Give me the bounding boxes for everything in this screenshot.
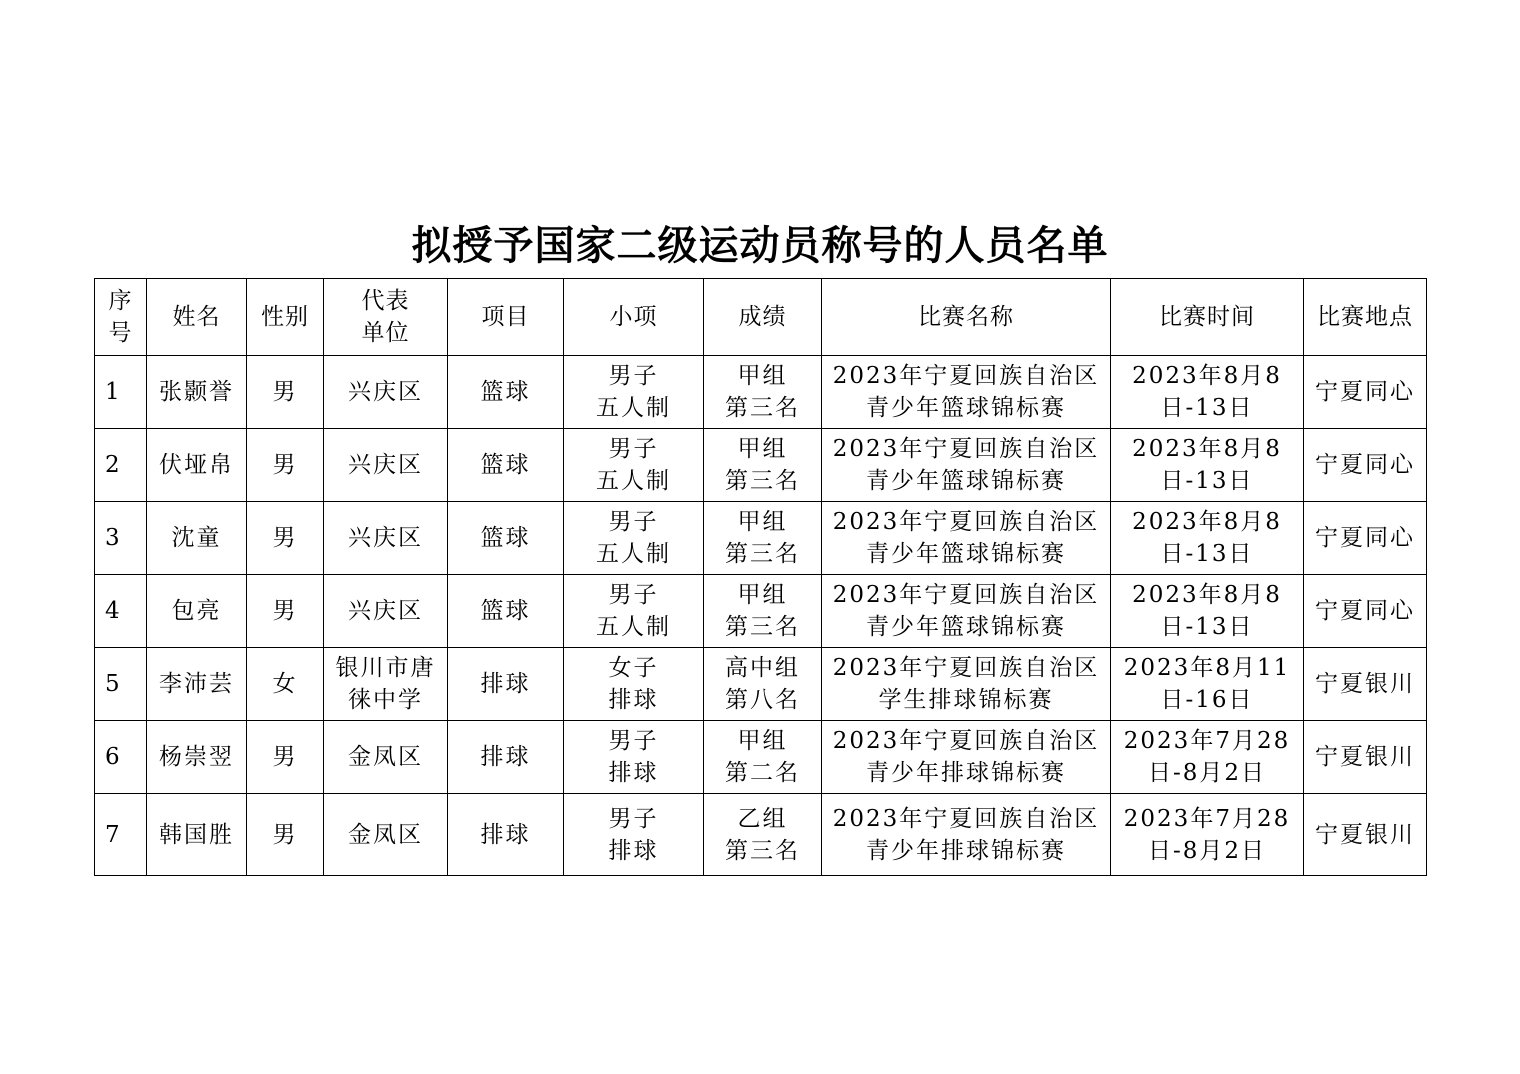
- cell-date: [1111, 575, 1304, 648]
- cell-gender: 男: [247, 575, 324, 648]
- cell-competition: [822, 356, 1111, 429]
- cell-competition: [822, 794, 1111, 876]
- cell-event-line: 五人制: [596, 614, 671, 640]
- header-index-line: 号: [108, 320, 133, 346]
- cell-event: [564, 648, 704, 721]
- roster-body: [95, 356, 1427, 876]
- cell-date-line: 日-13日: [1160, 395, 1254, 421]
- cell-result-line: 第三名: [725, 614, 800, 640]
- cell-sport: 篮球: [448, 429, 564, 502]
- cell-result: [704, 721, 822, 794]
- cell-date-line: 日-13日: [1160, 468, 1254, 494]
- cell-date: [1111, 721, 1304, 794]
- cell-competition: [822, 502, 1111, 575]
- table-row: [95, 356, 1427, 429]
- cell-index: 4: [95, 575, 147, 648]
- cell-unit: [324, 429, 448, 502]
- cell-result: [704, 429, 822, 502]
- cell-event-line: 男子: [608, 582, 659, 608]
- cell-gender: 男: [247, 356, 324, 429]
- cell-sport: 篮球: [448, 502, 564, 575]
- cell-unit: [324, 502, 448, 575]
- table-row: [95, 575, 1427, 648]
- cell-competition-line: 青少年排球锦标赛: [866, 837, 1066, 864]
- cell-name: 张颢誉: [147, 356, 247, 429]
- cell-unit: [324, 648, 448, 721]
- cell-event-line: 男子: [608, 436, 659, 462]
- cell-date: [1111, 356, 1304, 429]
- athlete-roster-table: [94, 278, 1427, 876]
- table-row: [95, 721, 1427, 794]
- cell-event-line: 五人制: [596, 395, 671, 421]
- cell-gender: 男: [247, 794, 324, 876]
- cell-competition-line: 2023年宁夏回族自治区: [832, 509, 1100, 535]
- cell-event: [564, 502, 704, 575]
- cell-competition-line: 学生排球锦标赛: [878, 687, 1054, 713]
- cell-event: [564, 356, 704, 429]
- cell-date-line: 2023年8月11: [1123, 655, 1291, 681]
- cell-date-line: 2023年8月8: [1132, 363, 1282, 389]
- cell-unit: [324, 794, 448, 876]
- cell-date: [1111, 429, 1304, 502]
- cell-competition: [822, 429, 1111, 502]
- cell-sport: 排球: [448, 721, 564, 794]
- cell-event-line: 男子: [608, 728, 659, 754]
- cell-event-line: 男子: [608, 805, 659, 832]
- cell-competition: [822, 721, 1111, 794]
- cell-unit: [324, 721, 448, 794]
- cell-sport: 篮球: [448, 575, 564, 648]
- header-name: 姓名: [147, 279, 247, 356]
- cell-result-line: 第三名: [725, 837, 800, 864]
- cell-sport: 篮球: [448, 356, 564, 429]
- cell-index: 7: [95, 794, 147, 876]
- cell-result-line: 甲组: [737, 728, 788, 754]
- cell-index: 6: [95, 721, 147, 794]
- cell-competition-line: 2023年宁夏回族自治区: [832, 363, 1100, 389]
- cell-result-line: 甲组: [737, 509, 788, 535]
- cell-event-line: 排球: [608, 760, 659, 786]
- cell-unit-line: 徕中学: [348, 687, 423, 713]
- cell-result: [704, 356, 822, 429]
- cell-competition: [822, 575, 1111, 648]
- cell-competition-line: 2023年宁夏回族自治区: [832, 436, 1100, 462]
- cell-unit-line: 银川市唐: [335, 655, 436, 681]
- cell-unit-line: 金凤区: [348, 744, 423, 770]
- table-row: [95, 429, 1427, 502]
- cell-sport: 排球: [448, 648, 564, 721]
- cell-date-line: 2023年7月28: [1123, 805, 1291, 832]
- cell-event-line: 五人制: [596, 541, 671, 567]
- cell-date-line: 2023年8月8: [1132, 509, 1282, 535]
- cell-date: [1111, 648, 1304, 721]
- cell-date-line: 2023年8月8: [1132, 582, 1282, 608]
- cell-result-line: 第八名: [725, 687, 800, 713]
- cell-date-line: 2023年8月8: [1132, 436, 1282, 462]
- cell-result: [704, 794, 822, 876]
- header-unit-line: 单位: [361, 320, 410, 346]
- cell-result-line: 高中组: [725, 655, 800, 681]
- cell-gender: 男: [247, 429, 324, 502]
- cell-date: [1111, 794, 1304, 876]
- cell-competition-line: 2023年宁夏回族自治区: [832, 655, 1100, 681]
- cell-date-line: 日-13日: [1160, 614, 1254, 640]
- header-index-line: 序: [108, 288, 133, 314]
- cell-result: [704, 575, 822, 648]
- cell-result-line: 甲组: [737, 363, 788, 389]
- table-row: [95, 648, 1427, 721]
- cell-competition-line: 青少年篮球锦标赛: [866, 614, 1066, 640]
- header-unit: [324, 279, 448, 356]
- cell-event-line: 五人制: [596, 468, 671, 494]
- cell-event-line: 女子: [608, 655, 659, 681]
- cell-gender: 女: [247, 648, 324, 721]
- cell-date-line: 日-16日: [1160, 687, 1254, 713]
- cell-venue: 宁夏银川: [1304, 648, 1427, 721]
- cell-name: 包亮: [147, 575, 247, 648]
- cell-unit: [324, 575, 448, 648]
- cell-index: 3: [95, 502, 147, 575]
- document-title: 拟授予国家二级运动员称号的人员名单: [411, 223, 1109, 269]
- cell-venue: 宁夏同心: [1304, 575, 1427, 648]
- cell-gender: 男: [247, 502, 324, 575]
- cell-venue: 宁夏同心: [1304, 356, 1427, 429]
- cell-unit-line: 兴庆区: [348, 379, 423, 405]
- cell-date-line: 日-8月2日: [1147, 837, 1267, 864]
- cell-event: [564, 794, 704, 876]
- cell-unit-line: 兴庆区: [348, 525, 423, 551]
- cell-unit: [324, 356, 448, 429]
- cell-unit-line: 兴庆区: [348, 452, 423, 478]
- cell-result: [704, 648, 822, 721]
- cell-name: 杨崇翌: [147, 721, 247, 794]
- cell-result-line: 甲组: [737, 436, 788, 462]
- cell-date-line: 日-13日: [1160, 541, 1254, 567]
- cell-event-line: 排球: [608, 687, 659, 713]
- cell-date: [1111, 502, 1304, 575]
- cell-event: [564, 575, 704, 648]
- cell-competition-line: 2023年宁夏回族自治区: [832, 582, 1100, 608]
- cell-date-line: 2023年7月28: [1123, 728, 1291, 754]
- cell-index: 5: [95, 648, 147, 721]
- cell-name: 沈童: [147, 502, 247, 575]
- table-row: [95, 502, 1427, 575]
- cell-competition-line: 青少年篮球锦标赛: [866, 541, 1066, 567]
- cell-event-line: 男子: [608, 509, 659, 535]
- header-competition: 比赛名称: [822, 279, 1111, 356]
- cell-index: 1: [95, 356, 147, 429]
- cell-venue: 宁夏同心: [1304, 502, 1427, 575]
- cell-competition: [822, 648, 1111, 721]
- cell-competition-line: 2023年宁夏回族自治区: [832, 805, 1100, 832]
- cell-venue: 宁夏银川: [1304, 794, 1427, 876]
- cell-result-line: 甲组: [737, 582, 788, 608]
- cell-result: [704, 502, 822, 575]
- cell-event: [564, 721, 704, 794]
- cell-result-line: 第三名: [725, 541, 800, 567]
- cell-competition-line: 2023年宁夏回族自治区: [832, 728, 1100, 754]
- cell-name: 韩国胜: [147, 794, 247, 876]
- cell-competition-line: 青少年排球锦标赛: [866, 760, 1066, 786]
- cell-result-line: 第二名: [725, 760, 800, 786]
- cell-unit-line: 金凤区: [348, 821, 423, 848]
- cell-result-line: 第三名: [725, 468, 800, 494]
- header-result: 成绩: [704, 279, 822, 356]
- cell-name: 李沛芸: [147, 648, 247, 721]
- cell-competition-line: 青少年篮球锦标赛: [866, 395, 1066, 421]
- header-index: [95, 279, 147, 356]
- header-date: 比赛时间: [1111, 279, 1304, 356]
- header-row: [95, 279, 1427, 356]
- table-row: [95, 794, 1427, 876]
- cell-unit-line: 兴庆区: [348, 598, 423, 624]
- cell-gender: 男: [247, 721, 324, 794]
- cell-venue: 宁夏同心: [1304, 429, 1427, 502]
- header-unit-line: 代表: [361, 288, 410, 314]
- header-gender: 性别: [247, 279, 324, 356]
- cell-event-line: 男子: [608, 363, 659, 389]
- header-event: 小项: [564, 279, 704, 356]
- header-sport: 项目: [448, 279, 564, 356]
- cell-event: [564, 429, 704, 502]
- cell-result-line: 乙组: [737, 805, 788, 832]
- cell-name: 伏垭帛: [147, 429, 247, 502]
- cell-date-line: 日-8月2日: [1147, 760, 1267, 786]
- header-venue: 比赛地点: [1304, 279, 1427, 356]
- cell-competition-line: 青少年篮球锦标赛: [866, 468, 1066, 494]
- cell-venue: 宁夏银川: [1304, 721, 1427, 794]
- cell-index: 2: [95, 429, 147, 502]
- cell-event-line: 排球: [608, 837, 659, 864]
- cell-sport: 排球: [448, 794, 564, 876]
- cell-result-line: 第三名: [725, 395, 800, 421]
